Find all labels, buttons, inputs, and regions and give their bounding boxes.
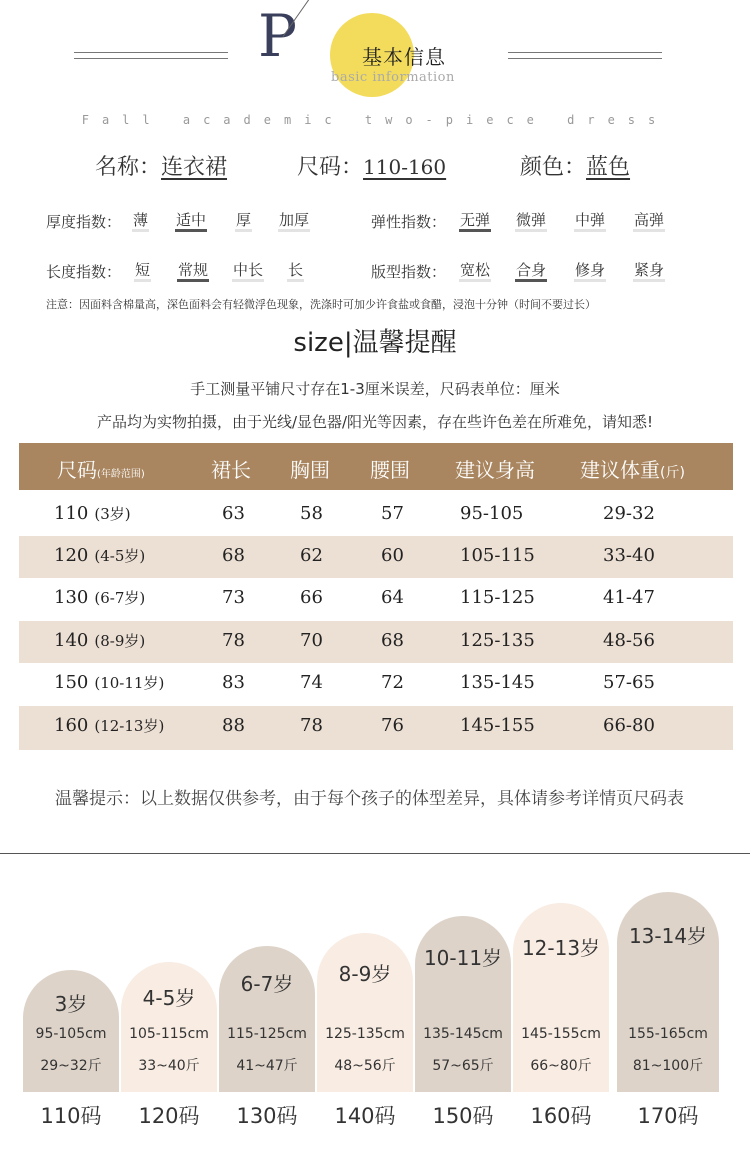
table-row <box>19 578 733 621</box>
header-length: 裙长 <box>211 458 251 482</box>
elasticity-option-selected: 无弹 <box>459 211 491 232</box>
thickness-option-selected: 适中 <box>175 211 207 232</box>
cell-length: 63 <box>222 503 245 524</box>
footer-tip: 温馨提示：以上数据仅供参考，由于每个孩子的体型差异，具体请参考详情页尺码表 <box>55 789 684 809</box>
cell-weight: 41-47 <box>603 587 655 608</box>
header-size: 尺码(年龄范围) <box>57 458 145 482</box>
fit-option: 修身 <box>574 261 606 282</box>
thickness-index-label: 厚度指数： <box>46 213 122 231</box>
size-arch <box>219 946 315 1092</box>
cell-size: 160 (12-13岁) <box>54 715 165 736</box>
arch-height-range: 125-135cm <box>325 1026 405 1042</box>
fit-index-label: 版型指数： <box>371 263 447 281</box>
table-row <box>19 494 733 536</box>
size-value: 110-160 <box>363 155 447 179</box>
cell-length: 83 <box>222 672 245 693</box>
header-right-rule <box>508 52 662 59</box>
header-p-letter: P <box>258 2 298 70</box>
thickness-option: 厚 <box>235 211 252 232</box>
name-info <box>95 150 227 181</box>
cell-weight: 48-56 <box>603 630 655 651</box>
cell-weight: 29-32 <box>603 503 655 524</box>
length-option: 短 <box>134 261 151 282</box>
elasticity-option: 微弹 <box>515 211 547 232</box>
cell-height: 105-115 <box>460 545 535 566</box>
cell-height: 115-125 <box>460 587 535 608</box>
header-waist: 腰围 <box>370 458 410 482</box>
cell-height: 135-145 <box>460 672 535 693</box>
size-label: 尺码： <box>297 155 364 180</box>
cell-height: 125-135 <box>460 630 535 651</box>
color-value: 蓝色 <box>586 155 631 180</box>
cell-chest: 62 <box>300 545 323 566</box>
thickness-option: 加厚 <box>278 211 310 232</box>
thickness-option: 薄 <box>132 211 149 232</box>
size-info <box>297 150 446 181</box>
length-option: 中长 <box>232 261 264 282</box>
header-tagline: Fall academic two-piece dress <box>81 113 669 127</box>
cell-chest: 70 <box>300 630 323 651</box>
table-row <box>19 621 733 663</box>
table-row <box>19 536 733 578</box>
arch-age: 12-13岁 <box>521 936 601 960</box>
arch-age: 10-11岁 <box>423 946 503 970</box>
cell-weight: 66-80 <box>603 715 655 736</box>
header-weight: 建议体重(斤) <box>580 458 685 482</box>
fit-option-selected: 合身 <box>515 261 547 282</box>
color-info <box>520 150 630 181</box>
arch-weight-range: 29~32斤 <box>40 1058 102 1074</box>
cell-weight: 57-65 <box>603 672 655 693</box>
size-reminder-title: size|温馨提醒 <box>293 328 457 358</box>
elasticity-option: 中弹 <box>574 211 606 232</box>
arch-size-label: 150码 <box>432 1104 494 1128</box>
cell-length: 78 <box>222 630 245 651</box>
size-arch <box>23 970 119 1092</box>
size-table-header <box>19 443 733 490</box>
care-note: 注意：因面料含棉量高，深色面料会有轻微浮色现象，洗涤时可加少许食盐或食醋，浸泡十分钟（时间不要过长） <box>46 298 596 311</box>
elasticity-option: 高弹 <box>633 211 665 232</box>
arch-age: 13-14岁 <box>628 924 708 948</box>
cell-waist: 57 <box>381 503 404 524</box>
cell-chest: 74 <box>300 672 323 693</box>
size-arch <box>513 903 609 1092</box>
table-row <box>19 706 733 750</box>
fit-option: 宽松 <box>459 261 491 282</box>
size-arch <box>617 892 719 1092</box>
color-label: 颜色： <box>520 155 587 180</box>
cell-waist: 60 <box>381 545 404 566</box>
cell-weight: 33-40 <box>603 545 655 566</box>
arch-height-range: 115-125cm <box>227 1026 307 1042</box>
cell-length: 88 <box>222 715 245 736</box>
arch-weight-range: 57~65斤 <box>432 1058 494 1074</box>
header-weight-unit: (斤) <box>660 465 685 481</box>
header-left-rule <box>74 52 228 59</box>
arch-age: 4-5岁 <box>142 986 196 1010</box>
arch-height-range: 95-105cm <box>35 1026 107 1042</box>
cell-chest: 78 <box>300 715 323 736</box>
header-size-note: (年龄范围) <box>97 469 145 480</box>
arch-size-label: 140码 <box>334 1104 396 1128</box>
arch-size-label: 170码 <box>637 1104 699 1128</box>
arch-size-label: 160码 <box>530 1104 592 1128</box>
arch-size-label: 120码 <box>138 1104 200 1128</box>
cell-size: 110 (3岁) <box>54 503 131 524</box>
length-index-label: 长度指数： <box>46 263 122 281</box>
cell-height: 145-155 <box>460 715 535 736</box>
size-arch <box>317 933 413 1092</box>
name-label: 名称： <box>95 155 162 180</box>
name-value: 连衣裙 <box>161 155 228 180</box>
cell-waist: 68 <box>381 630 404 651</box>
color-difference-tip: 产品均为实物拍摄，由于光线/显色器/阳光等因素，存在些许色差在所难免，请知悉! <box>96 413 654 431</box>
arch-weight-range: 66~80斤 <box>530 1058 592 1074</box>
measurement-tip: 手工测量平铺尺寸存在1-3厘米误差，尺码表单位：厘米 <box>190 380 560 398</box>
arch-weight-range: 33~40斤 <box>138 1058 200 1074</box>
arch-height-range: 105-115cm <box>129 1026 209 1042</box>
table-row <box>19 663 733 706</box>
cell-waist: 72 <box>381 672 404 693</box>
cell-size: 150 (10-11岁) <box>54 672 165 693</box>
cell-length: 68 <box>222 545 245 566</box>
arch-size-label: 110码 <box>40 1104 102 1128</box>
arch-age: 8-9岁 <box>338 962 392 986</box>
cell-chest: 66 <box>300 587 323 608</box>
header-subtitle: basic information <box>331 70 455 85</box>
cell-size: 120 (4-5岁) <box>54 545 146 566</box>
arch-size-label: 130码 <box>236 1104 298 1128</box>
cell-length: 73 <box>222 587 245 608</box>
cell-waist: 76 <box>381 715 404 736</box>
arch-age: 6-7岁 <box>240 972 294 996</box>
header-height: 建议身高 <box>455 458 535 482</box>
arch-height-range: 145-155cm <box>521 1026 601 1042</box>
arch-height-range: 155-165cm <box>628 1026 708 1042</box>
elasticity-index-label: 弹性指数： <box>371 213 447 231</box>
cell-chest: 58 <box>300 503 323 524</box>
cell-size: 140 (8-9岁) <box>54 630 146 651</box>
header-chest: 胸围 <box>290 458 330 482</box>
length-option-selected: 常规 <box>177 261 209 282</box>
size-arch <box>415 916 511 1092</box>
arch-weight-range: 41~47斤 <box>236 1058 298 1074</box>
arch-age: 3岁 <box>54 992 88 1016</box>
length-option: 长 <box>287 261 304 282</box>
cell-waist: 64 <box>381 587 404 608</box>
arch-height-range: 135-145cm <box>423 1026 503 1042</box>
header-title: 基本信息 <box>362 45 446 69</box>
cell-size: 130 (6-7岁) <box>54 587 146 608</box>
size-arch <box>121 962 217 1092</box>
cell-height: 95-105 <box>460 503 524 524</box>
arch-weight-range: 81~100斤 <box>632 1058 704 1074</box>
section-divider <box>0 853 750 854</box>
fit-option: 紧身 <box>633 261 665 282</box>
arch-weight-range: 48~56斤 <box>334 1058 396 1074</box>
